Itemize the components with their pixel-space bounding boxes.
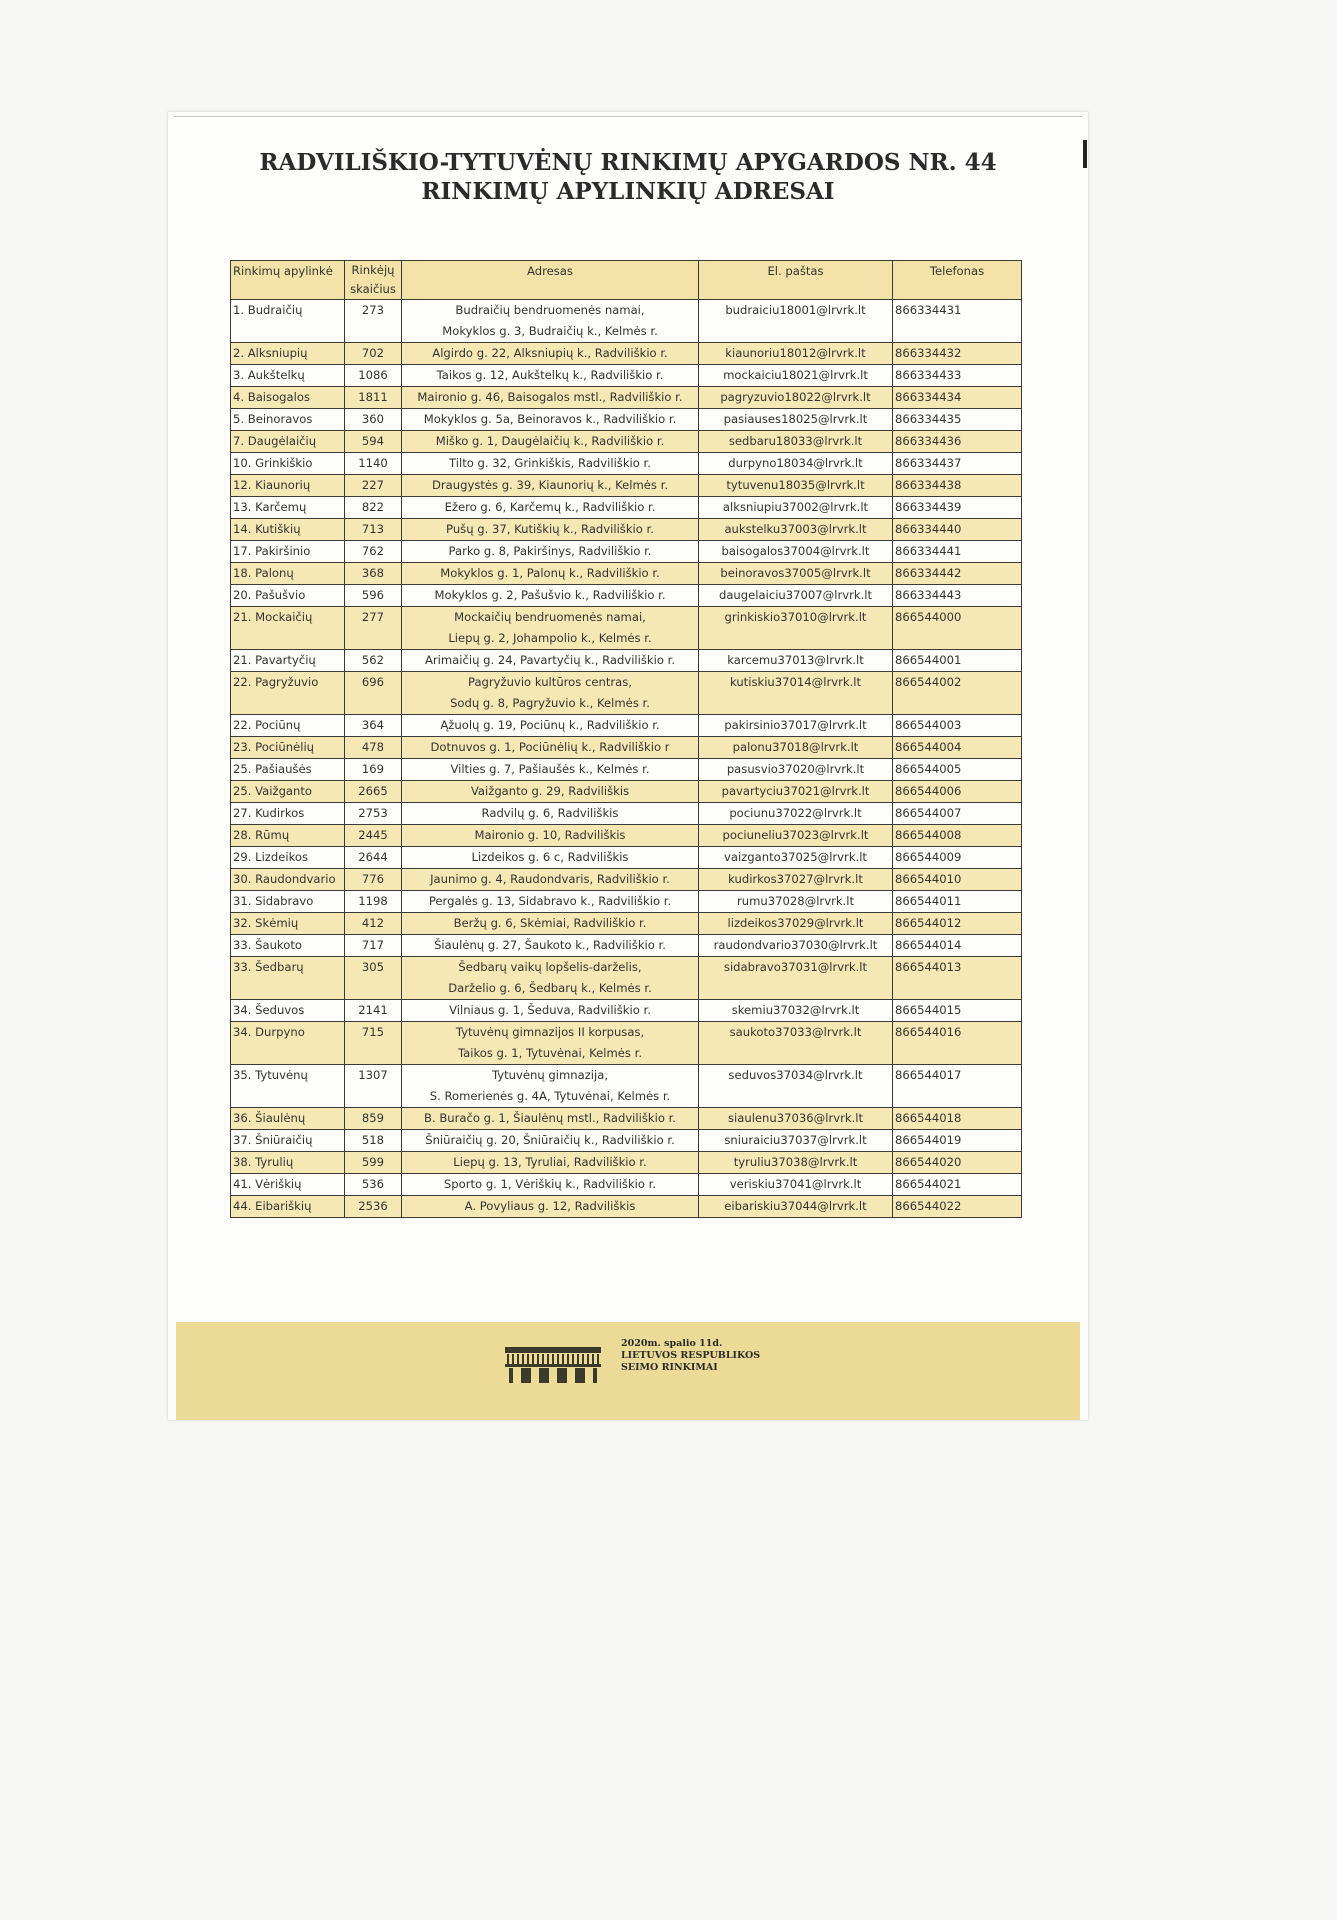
table-row — [231, 869, 1022, 891]
email-cell: mockaiciu18021@lrvrk.lt — [699, 365, 893, 387]
address-cell — [402, 957, 699, 1000]
table-row — [231, 453, 1022, 475]
address-cell — [402, 1022, 699, 1065]
address-cell — [402, 672, 699, 715]
table-header-row — [231, 261, 1022, 300]
district-cell: 14. Kutiškių — [231, 519, 345, 541]
district-cell: 23. Pociūnėlių — [231, 737, 345, 759]
voters-cell: 822 — [345, 497, 402, 519]
email-cell: rumu37028@lrvrk.lt — [699, 891, 893, 913]
footer-line-2: LIETUVOS RESPUBLIKOS — [621, 1350, 761, 1361]
title-line-2: RINKIMŲ APYLINKIŲ ADRESAI — [421, 178, 835, 205]
address-cell: Liepų g. 13, Tyruliai, Radviliškio r. — [402, 1152, 699, 1174]
voters-cell: 1307 — [345, 1065, 402, 1108]
address-cell — [402, 300, 699, 343]
phone-cell: 866334443 — [893, 585, 1022, 607]
polling-address-table — [230, 260, 1022, 1218]
page-title — [168, 148, 1088, 206]
table-row — [231, 607, 1022, 650]
phone-cell: 866334439 — [893, 497, 1022, 519]
email-cell: pavartyciu37021@lrvrk.lt — [699, 781, 893, 803]
address-cell: Arimaičių g. 24, Pavartyčių k., Radviliškio r. — [402, 650, 699, 672]
district-cell: 20. Pašušvio — [231, 585, 345, 607]
email-cell: palonu37018@lrvrk.lt — [699, 737, 893, 759]
address-cell: Vilniaus g. 1, Šeduva, Radviliškio r. — [402, 1000, 699, 1022]
address-cell: Lizdeikos g. 6 c, Radviliškis — [402, 847, 699, 869]
phone-cell: 866544011 — [893, 891, 1022, 913]
phone-cell: 866544003 — [893, 715, 1022, 737]
email-cell: pociunu37022@lrvrk.lt — [699, 803, 893, 825]
address-cell: Radvilų g. 6, Radviliškis — [402, 803, 699, 825]
table-row — [231, 585, 1022, 607]
address-line-2: Liepų g. 2, Johampolio k., Kelmės r. — [448, 631, 652, 645]
voters-cell: 1811 — [345, 387, 402, 409]
voters-cell: 518 — [345, 1130, 402, 1152]
district-cell: 2. Alksniupių — [231, 343, 345, 365]
email-cell: pociuneliu37023@lrvrk.lt — [699, 825, 893, 847]
phone-cell: 866544010 — [893, 869, 1022, 891]
district-cell: 32. Skėmių — [231, 913, 345, 935]
district-cell: 25. Pašiaušės — [231, 759, 345, 781]
voters-cell: 2753 — [345, 803, 402, 825]
address-line-1: Tytuvėnų gimnazijos II korpusas, — [455, 1025, 645, 1039]
address-cell — [402, 1065, 699, 1108]
phone-cell: 866544018 — [893, 1108, 1022, 1130]
district-cell: 44. Eibariškių — [231, 1196, 345, 1218]
address-cell: Taikos g. 12, Aukštelkų k., Radviliškio r. — [402, 365, 699, 387]
phone-cell: 866544008 — [893, 825, 1022, 847]
table-row — [231, 1065, 1022, 1108]
phone-cell: 866544002 — [893, 672, 1022, 715]
address-cell: Pergalės g. 13, Sidabravo k., Radviliškio r. — [402, 891, 699, 913]
table-row — [231, 431, 1022, 453]
district-cell: 34. Durpyno — [231, 1022, 345, 1065]
voters-cell: 717 — [345, 935, 402, 957]
table-row — [231, 672, 1022, 715]
phone-cell: 866334440 — [893, 519, 1022, 541]
table-row — [231, 519, 1022, 541]
email-cell: grinkiskio37010@lrvrk.lt — [699, 607, 893, 650]
phone-cell: 866544022 — [893, 1196, 1022, 1218]
phone-cell: 866334438 — [893, 475, 1022, 497]
voters-cell: 169 — [345, 759, 402, 781]
table-row — [231, 563, 1022, 585]
email-cell: skemiu37032@lrvrk.lt — [699, 1000, 893, 1022]
header-phone: Telefonas — [893, 261, 1022, 300]
address-cell: Mokyklos g. 5a, Beinoravos k., Radviliškio r. — [402, 409, 699, 431]
address-cell: Ežero g. 6, Karčemų k., Radviliškio r. — [402, 497, 699, 519]
email-cell: kutiskiu37014@lrvrk.lt — [699, 672, 893, 715]
voters-cell: 1086 — [345, 365, 402, 387]
email-cell: saukoto37033@lrvrk.lt — [699, 1022, 893, 1065]
table-body — [231, 300, 1022, 1218]
footer-caption — [621, 1338, 760, 1374]
table-row — [231, 781, 1022, 803]
district-cell: 5. Beinoravos — [231, 409, 345, 431]
phone-cell: 866334442 — [893, 563, 1022, 585]
voters-cell: 2445 — [345, 825, 402, 847]
voters-cell: 776 — [345, 869, 402, 891]
table-row — [231, 759, 1022, 781]
phone-cell: 866544004 — [893, 737, 1022, 759]
district-cell: 33. Šaukoto — [231, 935, 345, 957]
footer-date: 2020m. spalio 11d. — [621, 1338, 723, 1349]
voters-cell: 715 — [345, 1022, 402, 1065]
voters-cell: 478 — [345, 737, 402, 759]
title-line-1: RADVILIŠKIO-TYTUVĖNŲ RINKIMŲ APYGARDOS NR. 44 — [259, 149, 997, 176]
address-cell: Dotnuvos g. 1, Pociūnėlių k., Radviliškio r — [402, 737, 699, 759]
voters-cell: 2665 — [345, 781, 402, 803]
district-cell: 35. Tytuvėnų — [231, 1065, 345, 1108]
phone-cell: 866544019 — [893, 1130, 1022, 1152]
voters-cell: 562 — [345, 650, 402, 672]
email-cell: beinoravos37005@lrvrk.lt — [699, 563, 893, 585]
table-row — [231, 715, 1022, 737]
email-cell: sedbaru18033@lrvrk.lt — [699, 431, 893, 453]
phone-cell: 866334437 — [893, 453, 1022, 475]
header-address: Adresas — [402, 261, 699, 300]
table-row — [231, 1196, 1022, 1218]
district-cell: 37. Šniūraičių — [231, 1130, 345, 1152]
seimas-building-icon — [503, 1345, 603, 1385]
voters-cell: 360 — [345, 409, 402, 431]
district-cell: 4. Baisogalos — [231, 387, 345, 409]
address-cell: Algirdo g. 22, Alksniupių k., Radviliškio r. — [402, 343, 699, 365]
table-row — [231, 1000, 1022, 1022]
voters-cell: 2644 — [345, 847, 402, 869]
phone-cell: 866544021 — [893, 1174, 1022, 1196]
table-row — [231, 891, 1022, 913]
email-cell: budraiciu18001@lrvrk.lt — [699, 300, 893, 343]
address-cell: Maironio g. 10, Radviliškis — [402, 825, 699, 847]
address-line-1: Budraičių bendruomenės namai, — [455, 303, 645, 317]
email-cell: pasiauses18025@lrvrk.lt — [699, 409, 893, 431]
table-row — [231, 825, 1022, 847]
email-cell: karcemu37013@lrvrk.lt — [699, 650, 893, 672]
table-row — [231, 650, 1022, 672]
table-row — [231, 913, 1022, 935]
email-cell: pasusvio37020@lrvrk.lt — [699, 759, 893, 781]
phone-cell: 866544017 — [893, 1065, 1022, 1108]
address-cell: Ąžuolų g. 19, Pociūnų k., Radviliškio r. — [402, 715, 699, 737]
page-top-rule — [174, 116, 1082, 117]
voters-cell: 713 — [345, 519, 402, 541]
table-row — [231, 365, 1022, 387]
email-cell: kiaunoriu18012@lrvrk.lt — [699, 343, 893, 365]
email-cell: durpyno18034@lrvrk.lt — [699, 453, 893, 475]
district-cell: 10. Grinkiškio — [231, 453, 345, 475]
address-line-1: Šedbarų vaikų lopšelis-darželis, — [458, 960, 642, 974]
header-voters-line-1: Rinkėjų — [351, 263, 395, 277]
phone-cell: 866544012 — [893, 913, 1022, 935]
address-cell: Mokyklos g. 2, Pašušvio k., Radviliškio r. — [402, 585, 699, 607]
district-cell: 27. Kudirkos — [231, 803, 345, 825]
phone-cell: 866544007 — [893, 803, 1022, 825]
voters-cell: 412 — [345, 913, 402, 935]
email-cell: baisogalos37004@lrvrk.lt — [699, 541, 893, 563]
footer-line-3: SEIMO RINKIMAI — [621, 1362, 718, 1373]
phone-cell: 866544013 — [893, 957, 1022, 1000]
address-line-2: Taikos g. 1, Tytuvėnai, Kelmės r. — [457, 1046, 643, 1060]
table-row — [231, 847, 1022, 869]
phone-cell: 866544001 — [893, 650, 1022, 672]
voters-cell: 273 — [345, 300, 402, 343]
voters-cell: 1140 — [345, 453, 402, 475]
email-cell: tyruliu37038@lrvrk.lt — [699, 1152, 893, 1174]
phone-cell: 866544015 — [893, 1000, 1022, 1022]
district-cell: 1. Budraičių — [231, 300, 345, 343]
table-row — [231, 737, 1022, 759]
email-cell: daugelaiciu37007@lrvrk.lt — [699, 585, 893, 607]
voters-cell: 599 — [345, 1152, 402, 1174]
phone-cell: 866334431 — [893, 300, 1022, 343]
district-cell: 34. Šeduvos — [231, 1000, 345, 1022]
phone-cell: 866544020 — [893, 1152, 1022, 1174]
table-row — [231, 1130, 1022, 1152]
document-page — [168, 112, 1088, 1420]
voters-cell: 596 — [345, 585, 402, 607]
email-cell: aukstelku37003@lrvrk.lt — [699, 519, 893, 541]
table-row — [231, 1152, 1022, 1174]
table-row — [231, 1174, 1022, 1196]
table-row — [231, 957, 1022, 1000]
email-cell: pagryzuvio18022@lrvrk.lt — [699, 387, 893, 409]
voters-cell: 2141 — [345, 1000, 402, 1022]
address-line-2: S. Romerienės g. 4A, Tytuvėnai, Kelmės r. — [429, 1089, 671, 1103]
district-cell: 21. Pavartyčių — [231, 650, 345, 672]
voters-cell: 2536 — [345, 1196, 402, 1218]
address-line-2: Darželio g. 6, Šedbarų k., Kelmės r. — [448, 981, 652, 995]
voters-cell: 696 — [345, 672, 402, 715]
table-row — [231, 1022, 1022, 1065]
address-cell — [402, 607, 699, 650]
address-cell: Mokyklos g. 1, Palonų k., Radviliškio r. — [402, 563, 699, 585]
table-row — [231, 387, 1022, 409]
voters-cell: 227 — [345, 475, 402, 497]
email-cell: pakirsinio37017@lrvrk.lt — [699, 715, 893, 737]
email-cell: lizdeikos37029@lrvrk.lt — [699, 913, 893, 935]
district-cell: 22. Pociūnų — [231, 715, 345, 737]
address-cell: Šniūraičių g. 20, Šniūraičių k., Radviliškio r. — [402, 1130, 699, 1152]
table-row — [231, 541, 1022, 563]
table-row — [231, 497, 1022, 519]
voters-cell: 702 — [345, 343, 402, 365]
header-district: Rinkimų apylinkė — [231, 261, 345, 300]
phone-cell: 866544005 — [893, 759, 1022, 781]
district-cell: 38. Tyrulių — [231, 1152, 345, 1174]
phone-cell: 866334433 — [893, 365, 1022, 387]
district-cell: 25. Vaižganto — [231, 781, 345, 803]
address-cell: Jaunimo g. 4, Raudondvaris, Radviliškio r. — [402, 869, 699, 891]
header-email: El. paštas — [699, 261, 893, 300]
table-row — [231, 343, 1022, 365]
phone-cell: 866544016 — [893, 1022, 1022, 1065]
district-cell: 28. Rūmų — [231, 825, 345, 847]
district-cell: 33. Šedbarų — [231, 957, 345, 1000]
phone-cell: 866544006 — [893, 781, 1022, 803]
address-cell: A. Povyliaus g. 12, Radviliškis — [402, 1196, 699, 1218]
email-cell: eibariskiu37044@lrvrk.lt — [699, 1196, 893, 1218]
address-cell: Sporto g. 1, Vėriškių k., Radviliškio r. — [402, 1174, 699, 1196]
voters-cell: 762 — [345, 541, 402, 563]
phone-cell: 866544009 — [893, 847, 1022, 869]
email-cell: alksniupiu37002@lrvrk.lt — [699, 497, 893, 519]
email-cell: sniuraiciu37037@lrvrk.lt — [699, 1130, 893, 1152]
email-cell: veriskiu37041@lrvrk.lt — [699, 1174, 893, 1196]
voters-cell: 364 — [345, 715, 402, 737]
district-cell: 31. Sidabravo — [231, 891, 345, 913]
phone-cell: 866334434 — [893, 387, 1022, 409]
address-cell: Draugystės g. 39, Kiaunorių k., Kelmės r. — [402, 475, 699, 497]
district-cell: 30. Raudondvario — [231, 869, 345, 891]
email-cell: vaizganto37025@lrvrk.lt — [699, 847, 893, 869]
district-cell: 29. Lizdeikos — [231, 847, 345, 869]
district-cell: 12. Kiaunorių — [231, 475, 345, 497]
table-row — [231, 803, 1022, 825]
table-row — [231, 1108, 1022, 1130]
voters-cell: 305 — [345, 957, 402, 1000]
address-cell: Tilto g. 32, Grinkiškis, Radviliškio r. — [402, 453, 699, 475]
email-cell: tytuvenu18035@lrvrk.lt — [699, 475, 893, 497]
table-row — [231, 409, 1022, 431]
email-cell: kudirkos37027@lrvrk.lt — [699, 869, 893, 891]
phone-cell: 866544014 — [893, 935, 1022, 957]
address-line-1: Mockaičių bendruomenės namai, — [454, 610, 646, 624]
phone-cell: 866334436 — [893, 431, 1022, 453]
email-cell: raudondvario37030@lrvrk.lt — [699, 935, 893, 957]
address-line-2: Sodų g. 8, Pagryžuvio k., Kelmės r. — [450, 696, 650, 710]
email-cell: sidabravo37031@lrvrk.lt — [699, 957, 893, 1000]
address-cell: Vilties g. 7, Pašiaušės k., Kelmės r. — [402, 759, 699, 781]
table-row — [231, 475, 1022, 497]
address-cell: Šiaulėnų g. 27, Šaukoto k., Radviliškio r. — [402, 935, 699, 957]
address-cell: B. Buračo g. 1, Šiaulėnų mstl., Radviliškio r. — [402, 1108, 699, 1130]
address-cell: Miško g. 1, Daugėlaičių k., Radviliškio r. — [402, 431, 699, 453]
voters-cell: 1198 — [345, 891, 402, 913]
voters-cell: 277 — [345, 607, 402, 650]
header-voters-line-2: skaičius — [350, 282, 396, 296]
phone-cell: 866334432 — [893, 343, 1022, 365]
district-cell: 3. Aukštelkų — [231, 365, 345, 387]
header-voters — [345, 261, 402, 300]
district-cell: 21. Mockaičių — [231, 607, 345, 650]
voters-cell: 536 — [345, 1174, 402, 1196]
address-line-1: Tytuvėnų gimnazija, — [491, 1068, 609, 1082]
voters-cell: 594 — [345, 431, 402, 453]
email-cell: siaulenu37036@lrvrk.lt — [699, 1108, 893, 1130]
address-cell: Vaižganto g. 29, Radviliškis — [402, 781, 699, 803]
district-cell: 41. Vėriškių — [231, 1174, 345, 1196]
address-cell: Parko g. 8, Pakiršinys, Radviliškio r. — [402, 541, 699, 563]
phone-cell: 866334435 — [893, 409, 1022, 431]
voters-cell: 859 — [345, 1108, 402, 1130]
district-cell: 36. Šiaulėnų — [231, 1108, 345, 1130]
district-cell: 17. Pakiršinio — [231, 541, 345, 563]
phone-cell: 866544000 — [893, 607, 1022, 650]
email-cell: seduvos37034@lrvrk.lt — [699, 1065, 893, 1108]
phone-cell: 866334441 — [893, 541, 1022, 563]
table-row — [231, 300, 1022, 343]
address-cell: Maironio g. 46, Baisogalos mstl., Radviliškio r. — [402, 387, 699, 409]
address-line-1: Pagryžuvio kultūros centras, — [467, 675, 632, 689]
address-line-2: Mokyklos g. 3, Budraičių k., Kelmės r. — [442, 324, 658, 338]
district-cell: 7. Daugėlaičių — [231, 431, 345, 453]
district-cell: 13. Karčemų — [231, 497, 345, 519]
district-cell: 18. Palonų — [231, 563, 345, 585]
address-cell: Beržų g. 6, Skėmiai, Radviliškio r. — [402, 913, 699, 935]
voters-cell: 368 — [345, 563, 402, 585]
address-cell: Pušų g. 37, Kutiškių k., Radviliškio r. — [402, 519, 699, 541]
table-row — [231, 935, 1022, 957]
district-cell: 22. Pagryžuvio — [231, 672, 345, 715]
